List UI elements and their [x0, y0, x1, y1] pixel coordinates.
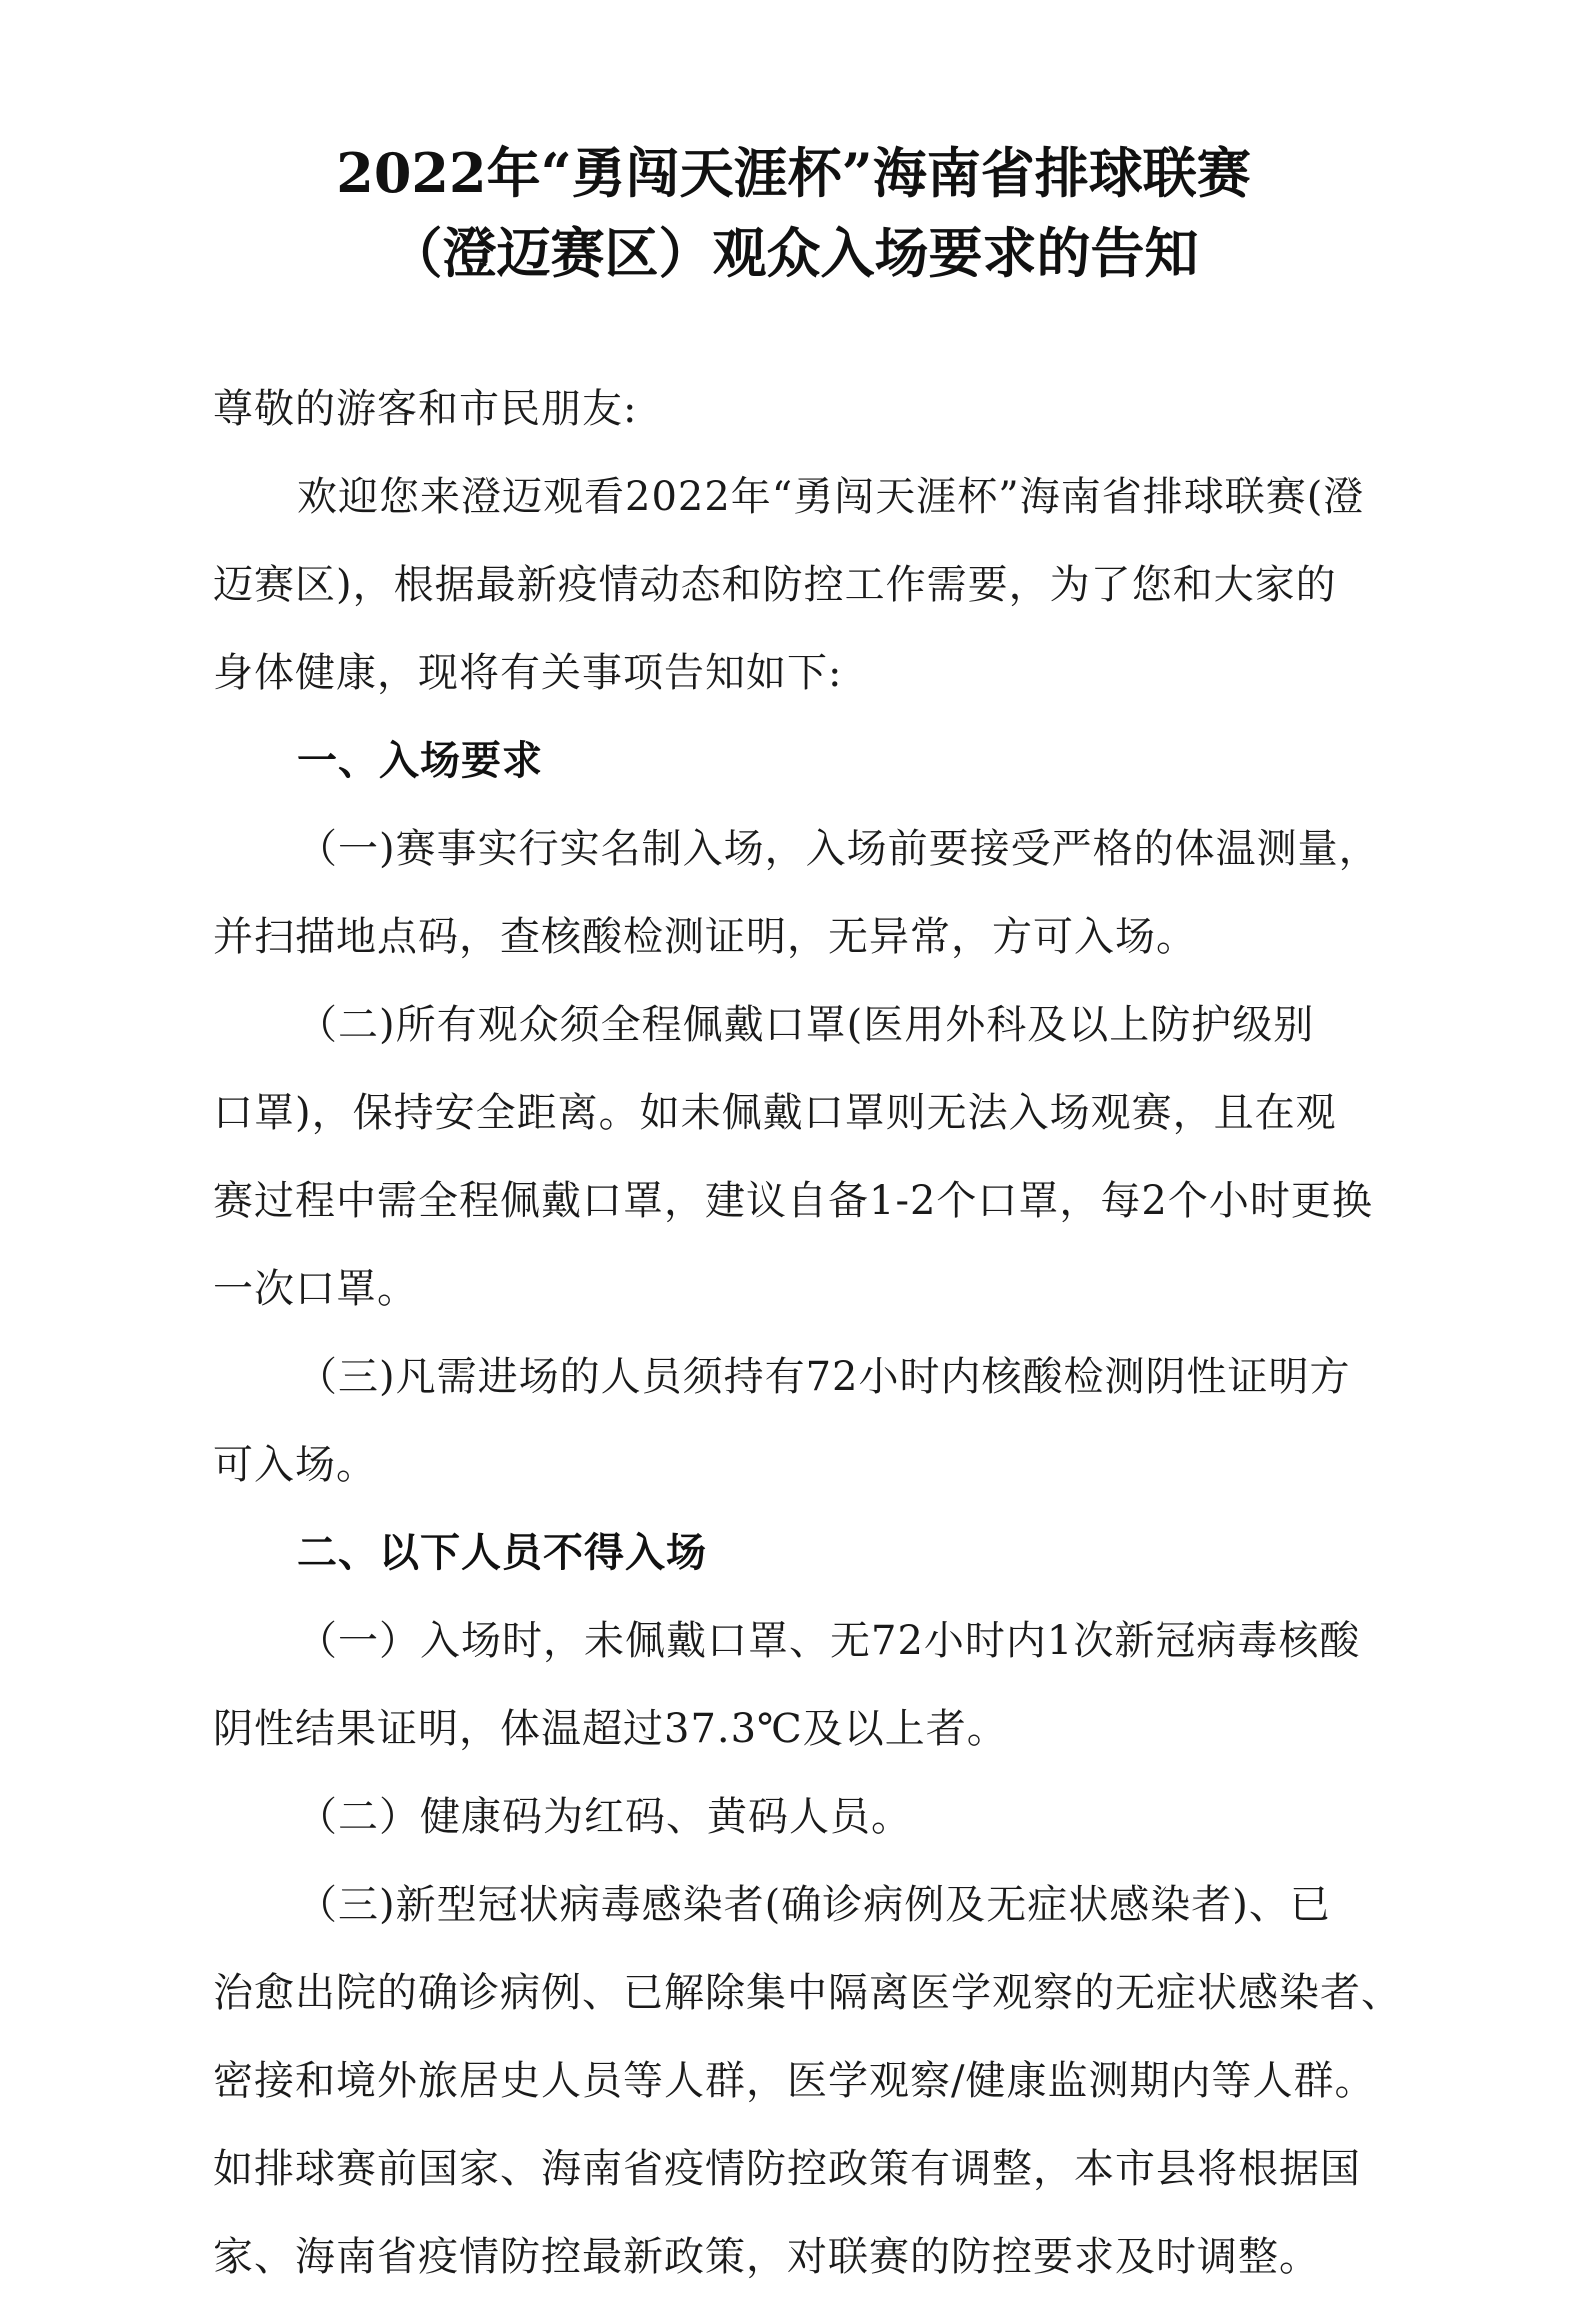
paragraph-line: 可入场。: [213, 1442, 377, 1488]
paragraph-line: 密接和境外旅居史人员等人群，医学观察/健康监测期内等人群。: [213, 2058, 1376, 2104]
paragraph-line: （三)新型冠状病毒感染者(确诊病例及无症状感染者)、已: [297, 1882, 1331, 1928]
intro-line: 迈赛区)，根据最新疫情动态和防控工作需要，为了您和大家的: [213, 562, 1337, 608]
paragraph-line: （二)所有观众须全程佩戴口罩(医用外科及以上防护级别: [297, 1002, 1315, 1048]
section-1-heading: 一、入场要求: [297, 738, 543, 784]
document-body: [213, 365, 1402, 2301]
paragraph-line: （三)凡需进场的人员须持有72小时内核酸检测阴性证明方: [297, 1354, 1351, 1400]
paragraph-line: （二）健康码为红码、黄码人员。: [297, 1794, 912, 1840]
paragraph-line: （一）入场时，未佩戴口罩、无72小时内1次新冠病毒核酸: [297, 1618, 1361, 1664]
section-2-item-2: [213, 1773, 1388, 1861]
intro-line: 身体健康，现将有关事项告知如下:: [213, 650, 843, 696]
paragraph-line: 一次口罩。: [213, 1266, 418, 1312]
paragraph-line: 并扫描地点码，查核酸检测证明，无异常，方可入场。: [213, 914, 1197, 960]
paragraph-line: 口罩)，保持安全距离。如未佩戴口罩则无法入场观赛，且在观: [213, 1090, 1337, 1136]
intro-line: 欢迎您来澄迈观看2022年“勇闯天涯杯”海南省排球联赛(澄: [297, 474, 1365, 520]
intro-paragraph: [213, 453, 1388, 717]
section-2-item-3: [213, 1861, 1402, 2301]
document-title-line-1: 2022年“勇闯天涯杯”海南省排球联赛: [336, 141, 1251, 205]
section-2-item-1: [213, 1597, 1388, 1773]
paragraph-line: 治愈出院的确诊病例、已解除集中隔离医学观察的无症状感染者、: [213, 1970, 1402, 2016]
section-1-item-2: [213, 981, 1388, 1333]
section-1-item-3: [213, 1333, 1388, 1509]
greeting: 尊敬的游客和市民朋友:: [213, 386, 638, 432]
section-2-heading: 二、以下人员不得入场: [297, 1530, 707, 1576]
document-title-line-2: （澄迈赛区）观众入场要求的告知: [388, 221, 1199, 285]
paragraph-line: 如排球赛前国家、海南省疫情防控政策有调整，本市县将根据国: [213, 2146, 1361, 2192]
paragraph-line: 家、海南省疫情防控最新政策，对联赛的防控要求及时调整。: [213, 2234, 1320, 2280]
section-1-item-1: [213, 805, 1388, 981]
paragraph-line: 赛过程中需全程佩戴口罩，建议自备1-2个口罩，每2个小时更换: [213, 1178, 1373, 1224]
paragraph-line: 阴性结果证明，体温超过37.3℃及以上者。: [213, 1706, 1008, 1752]
paragraph-line: （一)赛事实行实名制入场，入场前要接受严格的体温测量，: [297, 826, 1380, 872]
